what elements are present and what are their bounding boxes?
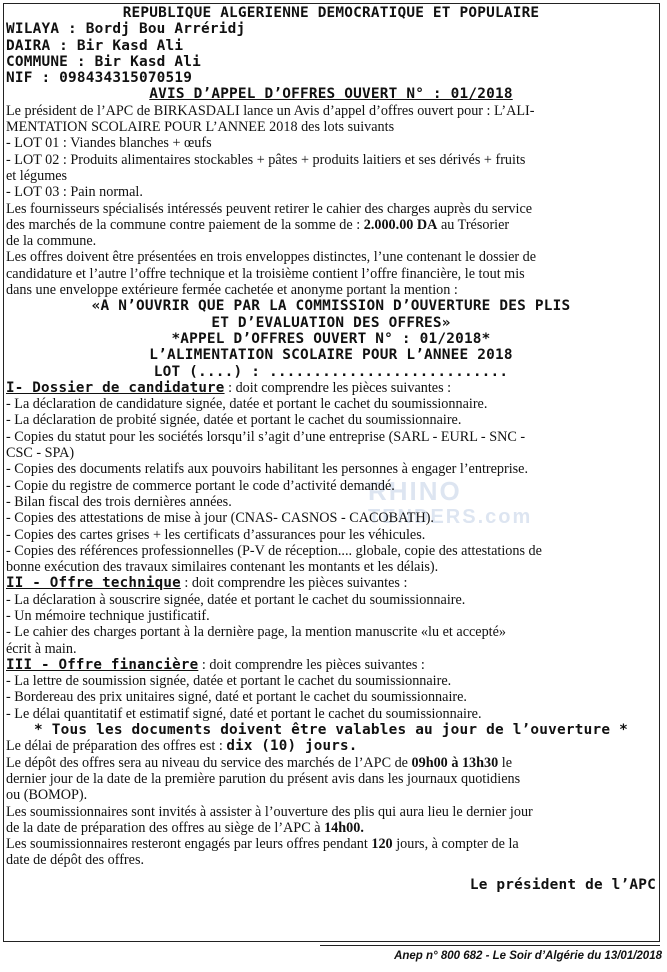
suppliers-text: des marchés de la commune contre paiement de la somme de : [6, 216, 364, 233]
mention-line-3: *APPEL D’OFFRES OUVERT N° : 01/2018* [171, 330, 491, 347]
engagement-line-2: date de dépôt des offres. [6, 852, 145, 869]
list-item: CSC - SPA) [6, 445, 75, 462]
lot-3: - LOT 03 : Pain normal. [6, 184, 143, 201]
section-2-heading-row [6, 575, 656, 591]
section-3-heading: III - Offre financière [6, 656, 199, 673]
republic-header: REPUBLIQUE ALGERIENNE DEMOCRATIQUE ET POPULAIRE [122, 5, 540, 21]
opening-hour: 14h00. [324, 819, 364, 836]
lot-2-line-1: - LOT 02 : Produits alimentaires stockables + pâtes + produits laitiers et ses dérivés + fruits [6, 151, 526, 168]
deposit-line-2: dernier jour de la date de la première parution du présent avis dans les journaux quotidiens [6, 770, 521, 787]
list-item: - La déclaration de probité signée, datée et portant le cachet du soumissionnaire. [6, 412, 462, 429]
list-item: - Copies du statut pour les sociétés lorsqu’il s’agit d’une entreprise (SARL - EURL - SNC - [6, 428, 526, 445]
lot-2-line-2: et légumes [6, 167, 68, 184]
list-item: - Copies des attestations de mise à jour (CNAS- CASNOS - CACOBATH). [6, 510, 434, 527]
section-1-tail: : doit comprendre les pièces suivantes : [224, 379, 452, 396]
list-item: - Bilan fiscal des trois dernières années. [6, 493, 232, 510]
invite-line-1: Les soumissionnaires sont invités à assister à l’ouverture des plis qui aura lieu le dernier jour [6, 803, 533, 820]
list-item: - Copie du registre de commerce portant le code d’activité demandé. [6, 477, 395, 494]
deposit-line-1 [6, 755, 656, 771]
engagement-line-1 [6, 836, 656, 852]
delay-line [6, 738, 656, 754]
deposit-line-3: ou (BOMOP). [6, 787, 88, 804]
offers-line-1: Les offres doivent être présentées en trois enveloppes distinctes, l’une contenant le dossier de [6, 249, 537, 266]
validity-note: * Tous les documents doivent être valables au jour de l’ouverture * [34, 722, 628, 739]
list-item: - Le délai quantitatif et estimatif signé, daté et portant le cachet du soumissionnaire. [6, 705, 482, 722]
daira-line: DAIRA : Bir Kasd Ali [6, 37, 184, 54]
price-amount: 2.000.00 DA [363, 216, 438, 233]
intro-line-1: Le président de l’APC de BIRKASDALI lance un Avis d’appel d’offres ouvert pour : L’ALI- [6, 102, 535, 119]
list-item: - La lettre de soumission signée, datée et portant le cachet du soumissionnaire. [6, 673, 452, 690]
deposit-text: Le dépôt des offres sera au niveau du service des marchés de l’APC de [6, 754, 412, 771]
suppliers-text-end: au Trésorier [437, 216, 510, 233]
invite-line-2 [6, 820, 656, 836]
list-item: - Bordereau des prix unitaires signé, daté et portant le cachet du soumissionnaire. [6, 689, 467, 706]
mention-line-2: ET D’EVALUATION DES OFFRES» [211, 314, 451, 331]
section-3-heading-row [6, 657, 656, 673]
list-item: - La déclaration à souscrire signée, datée et portant le cachet du soumissionnaire. [6, 591, 466, 608]
invite-text: de la date de préparation des offres au siège de l’APC à [6, 819, 325, 836]
section-1-heading-row [6, 380, 656, 396]
mention-line-1: «A N’OUVRIR QUE PAR LA COMMISSION D’OUVERTURE DES PLIS [91, 298, 571, 315]
list-item: écrit à main. [6, 640, 77, 657]
watermark-line2: TENDERS.com [368, 506, 533, 528]
watermark-line1: RHINO [368, 476, 462, 506]
lot-1: - LOT 01 : Viandes blanches + œufs [6, 135, 212, 152]
delay-text: Le délai de préparation des offres est : [6, 738, 227, 755]
list-item: - La déclaration de candidature signée, datée et portant le cachet du soumissionnaire. [6, 396, 488, 413]
section-3-tail: : doit comprendre les pièces suivantes : [198, 656, 425, 673]
list-item: - Un mémoire technique justificatif. [6, 607, 210, 624]
suppliers-line-2 [6, 217, 656, 233]
publication-footer: Anep n° 800 682 - Le Soir d’Algérie du 13/01/2018 [394, 950, 662, 962]
engagement-days: 120 [371, 836, 393, 853]
signature: Le président de l’APC [469, 876, 656, 893]
commune-line: COMMUNE : Bir Kasd Ali [6, 53, 202, 70]
offers-line-3: dans une enveloppe extérieure fermée cachetée et anonyme portant la mention : [6, 282, 458, 299]
list-item: bonne exécution des travaux similaires contenant les montants et les délais). [6, 559, 439, 576]
section-2-heading: II - Offre technique [6, 575, 181, 592]
list-item: - Copies des références professionnelles (P-V de réception.... globale, copie des attestations de [6, 542, 542, 559]
wilaya-line: WILAYA : Bordj Bou Arréridj [6, 21, 246, 38]
mention-line-5: LOT (....) : ........................... [153, 363, 509, 380]
mention-line-4: L’ALIMENTATION SCOLAIRE POUR L’ANNEE 2018 [149, 347, 513, 364]
deposit-hours: 09h00 à 13h30 [411, 754, 499, 771]
offers-line-2: candidature et l’autre l’offre technique et la troisième contient l’offre financière, le tout mis [6, 265, 525, 282]
footer-divider [320, 945, 660, 946]
engagement-text: Les soumissionnaires resteront engagés par leurs offres pendant [6, 836, 372, 853]
section-2-tail: : doit comprendre les pièces suivantes : [180, 575, 408, 592]
delay-value: dix (10) jours. [226, 738, 358, 755]
deposit-text-end: le [498, 754, 513, 771]
suppliers-line-3: de la commune. [6, 233, 97, 250]
list-item: - Copies des documents relatifs aux pouvoirs habilitant les personnes à engager l’entreprise. [6, 461, 529, 478]
suppliers-line-1: Les fournisseurs spécialisés intéressés peuvent retirer le cahier des charges auprès du service [6, 200, 533, 217]
notice-title: AVIS D’APPEL D’OFFRES OUVERT N° : 01/2018 [149, 86, 513, 103]
notice-content [6, 5, 656, 893]
list-item: - Le cahier des charges portant à la dernière page, la mention manuscrite «lu et accepté» [6, 624, 507, 641]
nif-line: NIF : 098434315070519 [6, 70, 193, 87]
intro-line-2: MENTATION SCOLAIRE POUR L’ANNEE 2018 des lots suivants [6, 119, 395, 136]
section-1-heading: I- Dossier de candidature [6, 379, 225, 396]
list-item: - Copies des cartes grises + les certificats d’assurances pour les véhicules. [6, 526, 426, 543]
engagement-text-end: jours, à compter de la [392, 836, 519, 853]
